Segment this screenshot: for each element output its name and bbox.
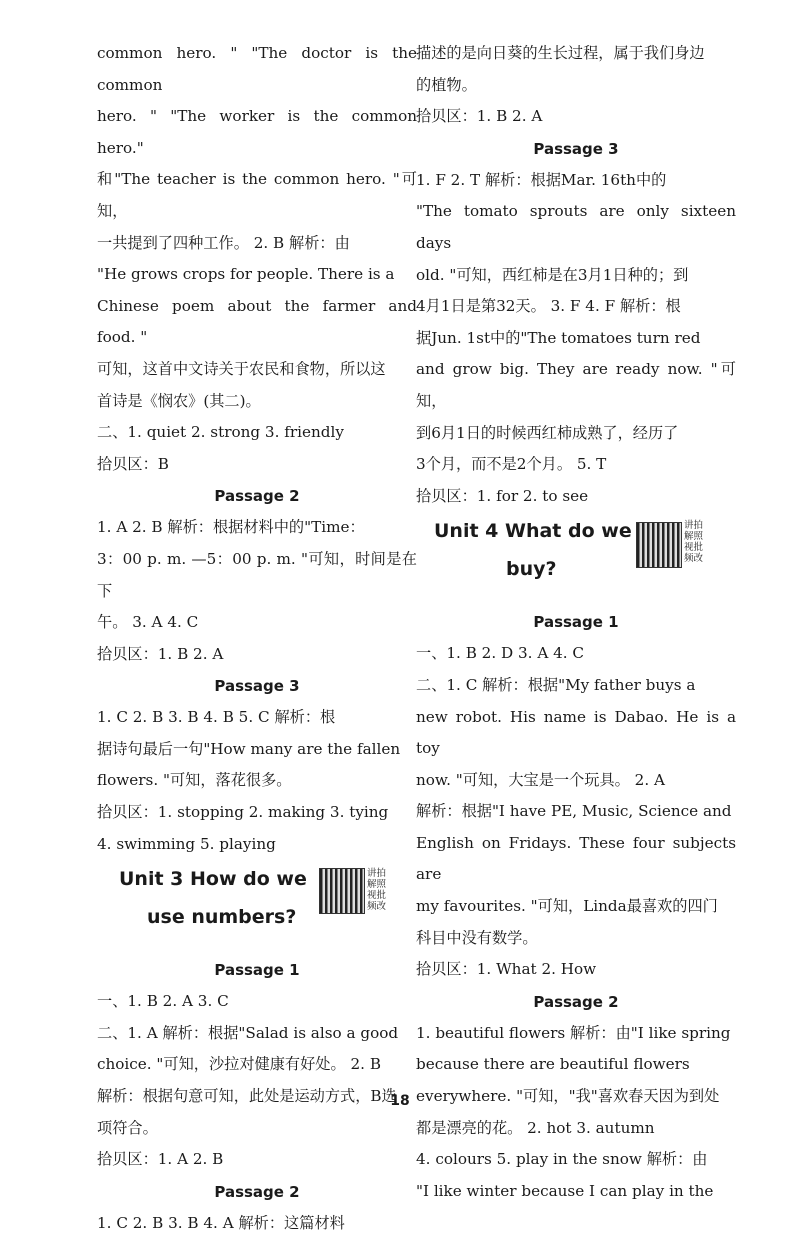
text-line: 1. C 2. B 3. B 4. B 5. C 解析：根 bbox=[97, 708, 336, 727]
text-line: 拾贝区：B bbox=[97, 454, 169, 473]
passage-heading: Passage 1 bbox=[214, 961, 300, 980]
text-line: 据诗句最后一句"How many are the fallen bbox=[97, 739, 401, 758]
qr-code-icon[interactable] bbox=[319, 868, 365, 914]
text-line: 4. swimming 5. playing bbox=[97, 834, 276, 853]
text-line: 和"The teacher is the common hero. "可知， bbox=[97, 170, 417, 220]
text-line: 解析：根据句意可知，此处是运动方式，B选 bbox=[97, 1087, 397, 1106]
unit-title-line-1: Unit 3 How do we bbox=[119, 868, 307, 891]
text-line: "The tomato sprouts are only sixteen days bbox=[416, 202, 736, 252]
text-line: 拾贝区：1. A 2. B bbox=[97, 1150, 224, 1169]
text-line: 二、1. quiet 2. strong 3. friendly bbox=[97, 423, 344, 442]
page-number: 18 bbox=[390, 1093, 410, 1109]
text-line: and grow big. They are ready now. "可知， bbox=[416, 360, 736, 410]
text-line: 4月1日是第32天。 3. F 4. F 解析：根 bbox=[416, 297, 681, 316]
text-line: "I like winter because I can play in the bbox=[416, 1181, 714, 1200]
text-line: 1. A 2. B 解析：根据材料中的"Time： bbox=[97, 518, 365, 537]
text-line: 4. colours 5. play in the snow 解析：由 bbox=[416, 1150, 708, 1169]
passage-heading: Passage 1 bbox=[533, 613, 619, 632]
text-line: 拾贝区：1. B 2. A bbox=[416, 107, 543, 126]
text-line: everywhere. "可知，"我"喜欢春天因为到处 bbox=[416, 1087, 720, 1106]
text-line: 的植物。 bbox=[416, 75, 477, 94]
text-line: new robot. His name is Dabao. He is a toy bbox=[416, 707, 736, 758]
text-line: hero. " "The worker is the common hero." bbox=[97, 107, 417, 157]
text-line: choice. "可知，沙拉对健康有好处。 2. B bbox=[97, 1055, 381, 1074]
passage-heading: Passage 2 bbox=[214, 1182, 300, 1201]
unit-title-line-2: buy? bbox=[506, 558, 557, 581]
unit-3-header bbox=[97, 864, 417, 948]
text-line: because there are beautiful flowers bbox=[416, 1055, 690, 1074]
text-line: 拾贝区：1. for 2. to see bbox=[416, 486, 589, 505]
unit-title-line-2: use numbers? bbox=[147, 906, 297, 929]
passage-heading: Passage 3 bbox=[214, 677, 300, 696]
text-line: 都是漂亮的花。 2. hot 3. autumn bbox=[416, 1118, 655, 1137]
text-line: 1. C 2. B 3. B 4. A 解析：这篇材料 bbox=[97, 1213, 345, 1232]
text-line: 一、1. B 2. A 3. C bbox=[97, 992, 229, 1011]
text-line: 可知，这首中文诗关于农民和食物，所以这 bbox=[97, 359, 386, 378]
text-line: Chinese poem about the farmer and food. " bbox=[97, 296, 417, 347]
text-line: 拾贝区：1. stopping 2. making 3. tying bbox=[97, 803, 389, 822]
text-line: common hero. " "The doctor is the common bbox=[97, 44, 417, 94]
text-line: 3个月，而不是2个月。 5. T bbox=[416, 455, 607, 474]
text-line: 解析：根据"I have PE, Music, Science and bbox=[416, 802, 732, 821]
text-line: now. "可知，大宝是一个玩具。 2. A bbox=[416, 770, 665, 789]
text-line: 据Jun. 1st中的"The tomatoes turn red bbox=[416, 328, 701, 347]
qr-caption: 讲拍解照视批频改 bbox=[367, 868, 387, 913]
text-line: "He grows crops for people. There is a bbox=[97, 265, 395, 284]
text-line: 项符合。 bbox=[97, 1118, 158, 1137]
text-line: 首诗是《悯农》(其二)。 bbox=[97, 391, 261, 410]
text-line: 1. beautiful flowers 解析：由"I like spring bbox=[416, 1023, 731, 1042]
text-line: old. "可知，西红柿是在3月1日种的；到 bbox=[416, 265, 689, 284]
text-line: 一共提到了四种工作。 2. B 解析：由 bbox=[97, 233, 350, 252]
text-line: 描述的是向日葵的生长过程，属于我们身边 bbox=[416, 44, 705, 62]
text-line: 二、1. A 解析：根据"Salad is also a good bbox=[97, 1023, 399, 1042]
qr-caption: 讲拍解照视批频改 bbox=[684, 520, 704, 565]
text-line: 1. F 2. T 解析：根据Mar. 16th中的 bbox=[416, 170, 667, 189]
left-column bbox=[97, 38, 417, 1239]
qr-code-icon[interactable] bbox=[636, 522, 682, 568]
passage-heading: Passage 3 bbox=[533, 139, 619, 158]
text-line: English on Fridays. These four subjects are bbox=[416, 833, 736, 884]
unit-4-header bbox=[416, 516, 736, 600]
passage-heading: Passage 2 bbox=[533, 992, 619, 1011]
text-line: 二、1. C 解析：根据"My father buys a bbox=[416, 675, 696, 694]
text-line: 到6月1日的时候西红柿成熟了，经历了 bbox=[416, 423, 679, 442]
right-column bbox=[416, 38, 736, 1207]
unit-title-line-1: Unit 4 What do we bbox=[434, 520, 632, 543]
passage-heading: Passage 2 bbox=[214, 487, 300, 506]
text-line: 一、1. B 2. D 3. A 4. C bbox=[416, 644, 585, 663]
text-line: 科目中没有数学。 bbox=[416, 928, 538, 947]
text-line: 拾贝区：1. What 2. How bbox=[416, 960, 597, 979]
text-line: flowers. "可知，落花很多。 bbox=[97, 771, 292, 790]
text-line: 拾贝区：1. B 2. A bbox=[97, 644, 224, 663]
text-line: my favourites. "可知，Linda最喜欢的四门 bbox=[416, 897, 718, 916]
text-line: 3：00 p. m. —5：00 p. m. "可知，时间是在下 bbox=[97, 549, 417, 600]
text-line: 午。 3. A 4. C bbox=[97, 613, 199, 632]
